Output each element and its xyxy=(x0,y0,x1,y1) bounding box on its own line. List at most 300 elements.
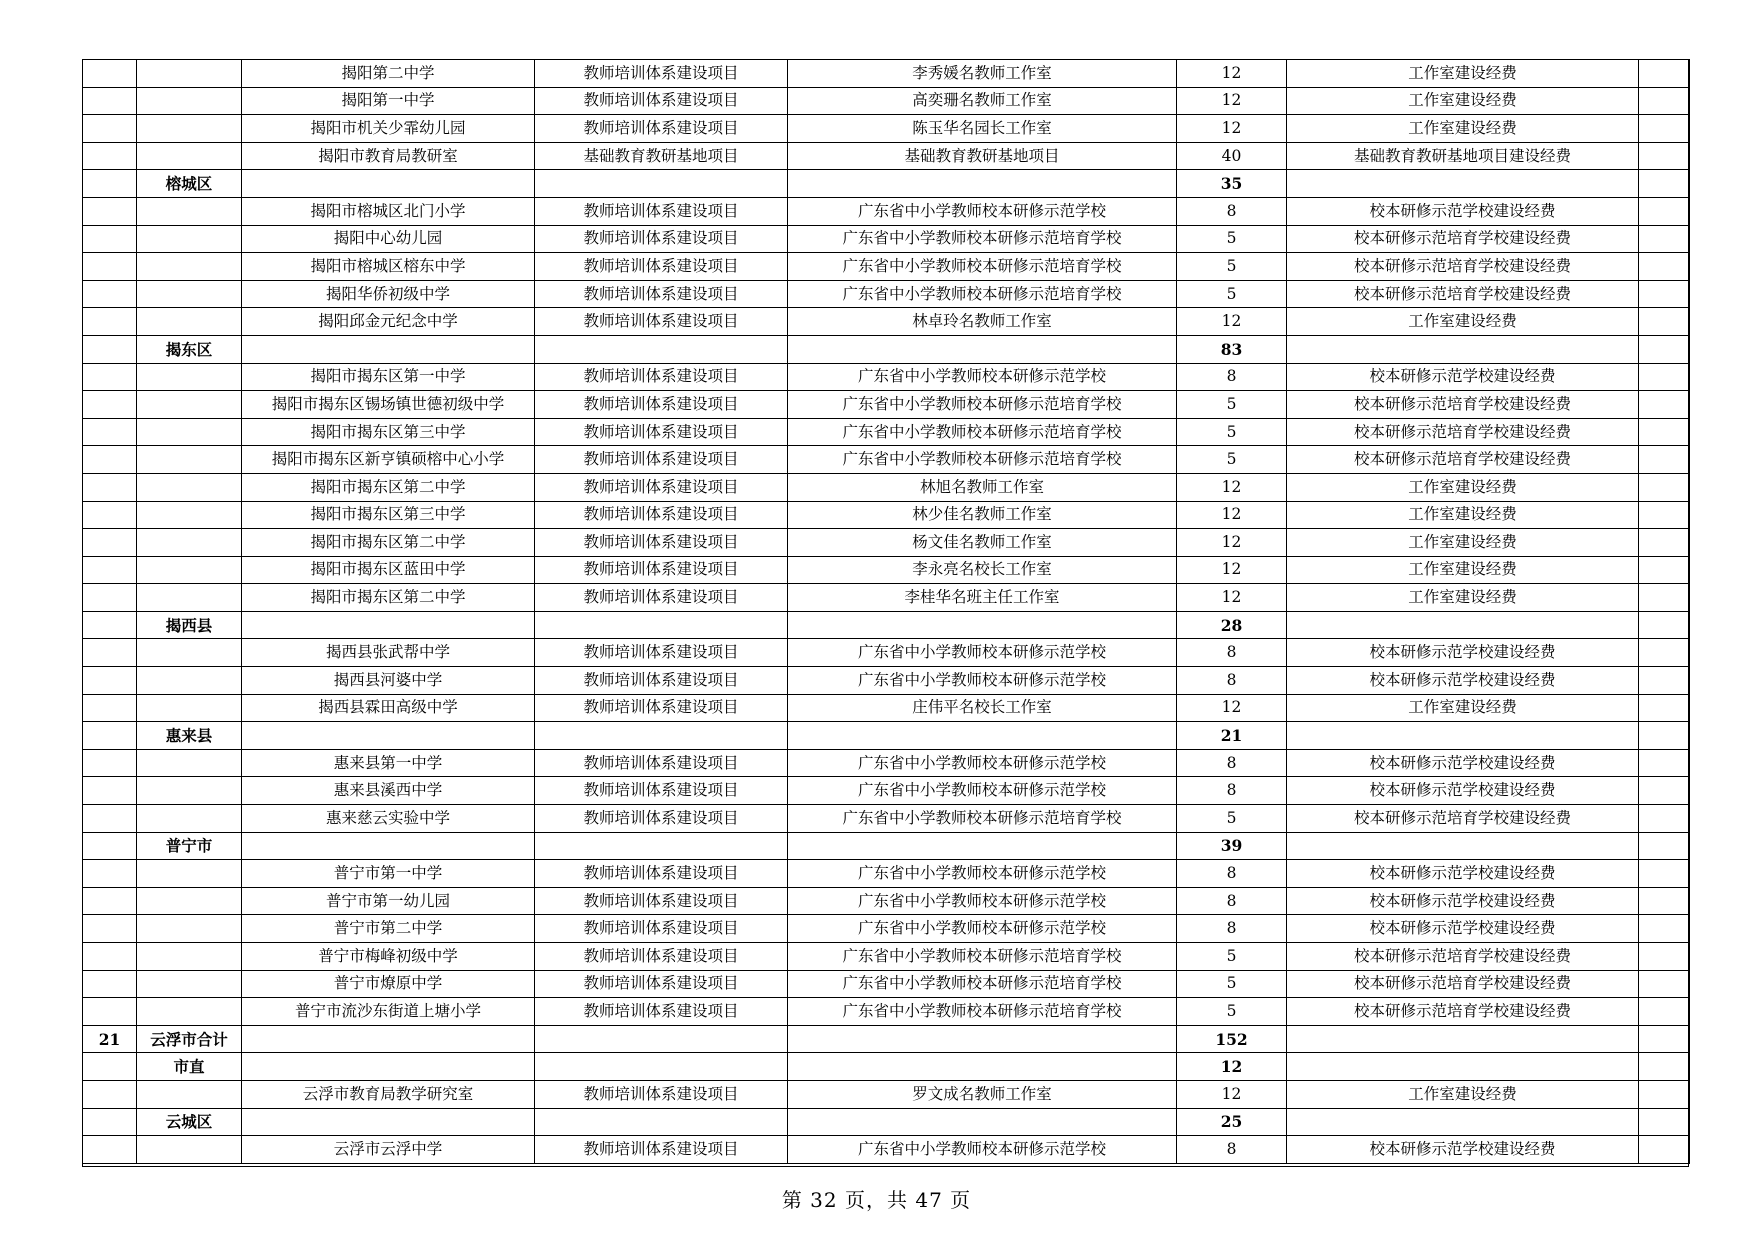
unit-name-cell: 揭西县霖田高级中学 xyxy=(242,694,535,722)
project-type-cell: 教师培训体系建设项目 xyxy=(535,915,788,943)
row-number-cell xyxy=(83,832,137,860)
fund-usage-cell: 工作室建设经费 xyxy=(1287,584,1639,612)
fund-usage-cell: 校本研修示范培育学校建设经费 xyxy=(1287,943,1639,971)
amount-cell: 5 xyxy=(1177,998,1287,1026)
remark-cell xyxy=(1639,998,1690,1026)
row-number-cell xyxy=(83,998,137,1026)
project-content-cell: 广东省中小学教师校本研修示范学校 xyxy=(788,915,1177,943)
amount-cell: 25 xyxy=(1177,1108,1287,1136)
amount-cell: 5 xyxy=(1177,391,1287,419)
project-content-cell: 李秀媛名教师工作室 xyxy=(788,60,1177,88)
amount-cell: 83 xyxy=(1177,335,1287,363)
fund-usage-cell: 校本研修示范学校建设经费 xyxy=(1287,667,1639,695)
row-number-cell xyxy=(83,1136,137,1164)
project-content-cell: 杨文佳名教师工作室 xyxy=(788,529,1177,557)
table-row xyxy=(83,777,1690,805)
project-content-cell: 林卓玲名教师工作室 xyxy=(788,308,1177,336)
region-cell xyxy=(137,418,242,446)
remark-cell xyxy=(1639,115,1690,143)
remark-cell xyxy=(1639,308,1690,336)
amount-cell: 12 xyxy=(1177,584,1287,612)
unit-name-cell: 揭阳市揭东区第二中学 xyxy=(242,584,535,612)
remark-cell xyxy=(1639,363,1690,391)
row-number-cell xyxy=(83,308,137,336)
amount-cell: 5 xyxy=(1177,253,1287,281)
project-content-cell: 广东省中小学教师校本研修示范培育学校 xyxy=(788,943,1177,971)
unit-name-cell: 云浮市教育局教学研究室 xyxy=(242,1080,535,1108)
row-number-cell xyxy=(83,225,137,253)
unit-name-cell: 揭阳市揭东区新亨镇硕榕中心小学 xyxy=(242,446,535,474)
amount-cell: 12 xyxy=(1177,87,1287,115)
page-number-footer: 第 32 页，共 47 页 xyxy=(781,1188,972,1212)
fund-usage-cell: 校本研修示范培育学校建设经费 xyxy=(1287,225,1639,253)
region-cell xyxy=(137,667,242,695)
project-type-cell: 教师培训体系建设项目 xyxy=(535,473,788,501)
table-row xyxy=(83,473,1690,501)
remark-cell xyxy=(1639,556,1690,584)
remark-cell xyxy=(1639,170,1690,198)
table-row xyxy=(83,115,1690,143)
table-row xyxy=(83,253,1690,281)
remark-cell xyxy=(1639,335,1690,363)
unit-name-cell: 普宁市第一幼儿园 xyxy=(242,887,535,915)
remark-cell xyxy=(1639,694,1690,722)
region-cell xyxy=(137,60,242,88)
unit-name-cell: 揭阳市榕城区北门小学 xyxy=(242,197,535,225)
project-content-cell xyxy=(788,611,1177,639)
row-number-cell xyxy=(83,142,137,170)
fund-usage-cell: 工作室建设经费 xyxy=(1287,87,1639,115)
table-row xyxy=(83,308,1690,336)
row-number-cell xyxy=(83,391,137,419)
table-row xyxy=(83,501,1690,529)
amount-cell: 28 xyxy=(1177,611,1287,639)
region-cell xyxy=(137,749,242,777)
project-type-cell: 教师培训体系建设项目 xyxy=(535,418,788,446)
project-type-cell: 教师培训体系建设项目 xyxy=(535,308,788,336)
amount-cell: 39 xyxy=(1177,832,1287,860)
project-type-cell: 教师培训体系建设项目 xyxy=(535,529,788,557)
project-content-cell: 罗文成名教师工作室 xyxy=(788,1080,1177,1108)
fund-usage-cell: 校本研修示范培育学校建设经费 xyxy=(1287,446,1639,474)
subtotal-row xyxy=(83,832,1690,860)
fund-usage-cell: 工作室建设经费 xyxy=(1287,60,1639,88)
remark-cell xyxy=(1639,1025,1690,1053)
fund-usage-cell xyxy=(1287,335,1639,363)
fund-usage-cell xyxy=(1287,1053,1639,1081)
row-number-cell xyxy=(83,197,137,225)
unit-name-cell: 揭阳市揭东区蓝田中学 xyxy=(242,556,535,584)
row-number-cell xyxy=(83,1080,137,1108)
fund-usage-cell: 校本研修示范学校建设经费 xyxy=(1287,197,1639,225)
amount-cell: 8 xyxy=(1177,777,1287,805)
table-row xyxy=(83,943,1690,971)
region-cell xyxy=(137,998,242,1026)
project-content-cell xyxy=(788,1108,1177,1136)
region-cell xyxy=(137,556,242,584)
fund-usage-cell: 校本研修示范学校建设经费 xyxy=(1287,639,1639,667)
remark-cell xyxy=(1639,529,1690,557)
project-content-cell: 广东省中小学教师校本研修示范学校 xyxy=(788,639,1177,667)
fund-usage-cell: 校本研修示范培育学校建设经费 xyxy=(1287,253,1639,281)
fund-usage-cell: 工作室建设经费 xyxy=(1287,1080,1639,1108)
table-row xyxy=(83,446,1690,474)
project-type-cell: 教师培训体系建设项目 xyxy=(535,197,788,225)
row-number-cell xyxy=(83,584,137,612)
project-type-cell xyxy=(535,832,788,860)
amount-cell: 8 xyxy=(1177,915,1287,943)
fund-usage-cell: 校本研修示范学校建设经费 xyxy=(1287,749,1639,777)
region-cell xyxy=(137,529,242,557)
region-cell xyxy=(137,446,242,474)
subtotal-row xyxy=(83,722,1690,750)
table-row xyxy=(83,749,1690,777)
unit-name-cell: 普宁市第二中学 xyxy=(242,915,535,943)
amount-cell: 8 xyxy=(1177,197,1287,225)
fund-usage-cell: 校本研修示范培育学校建设经费 xyxy=(1287,418,1639,446)
remark-cell xyxy=(1639,1080,1690,1108)
unit-name-cell: 揭阳市揭东区第三中学 xyxy=(242,501,535,529)
project-type-cell: 教师培训体系建设项目 xyxy=(535,1080,788,1108)
remark-cell xyxy=(1639,1053,1690,1081)
region-cell xyxy=(137,115,242,143)
unit-name-cell: 揭西县张武帮中学 xyxy=(242,639,535,667)
region-cell: 揭西县 xyxy=(137,611,242,639)
region-cell xyxy=(137,887,242,915)
amount-cell: 21 xyxy=(1177,722,1287,750)
region-cell xyxy=(137,860,242,888)
project-type-cell: 教师培训体系建设项目 xyxy=(535,584,788,612)
row-number-cell xyxy=(83,915,137,943)
table-row xyxy=(83,584,1690,612)
fund-usage-cell: 校本研修示范学校建设经费 xyxy=(1287,915,1639,943)
project-content-cell: 广东省中小学教师校本研修示范学校 xyxy=(788,749,1177,777)
row-number-cell xyxy=(83,473,137,501)
table-row xyxy=(83,887,1690,915)
project-type-cell: 教师培训体系建设项目 xyxy=(535,639,788,667)
project-type-cell: 教师培训体系建设项目 xyxy=(535,887,788,915)
project-content-cell: 陈玉华名园长工作室 xyxy=(788,115,1177,143)
row-number-cell xyxy=(83,639,137,667)
row-number-cell xyxy=(83,860,137,888)
remark-cell xyxy=(1639,584,1690,612)
remark-cell xyxy=(1639,473,1690,501)
project-content-cell: 广东省中小学教师校本研修示范培育学校 xyxy=(788,253,1177,281)
amount-cell: 12 xyxy=(1177,1080,1287,1108)
row-number-cell xyxy=(83,363,137,391)
subtotal-row xyxy=(83,170,1690,198)
remark-cell xyxy=(1639,501,1690,529)
amount-cell: 12 xyxy=(1177,1053,1287,1081)
project-type-cell xyxy=(535,1025,788,1053)
table-row xyxy=(83,142,1690,170)
fund-usage-cell: 校本研修示范学校建设经费 xyxy=(1287,777,1639,805)
project-content-cell xyxy=(788,335,1177,363)
remark-cell xyxy=(1639,667,1690,695)
project-type-cell: 教师培训体系建设项目 xyxy=(535,749,788,777)
table-row xyxy=(83,556,1690,584)
amount-cell: 8 xyxy=(1177,749,1287,777)
unit-name-cell: 普宁市第一中学 xyxy=(242,860,535,888)
row-number-cell xyxy=(83,611,137,639)
row-number-cell xyxy=(83,60,137,88)
project-content-cell: 广东省中小学教师校本研修示范培育学校 xyxy=(788,446,1177,474)
remark-cell xyxy=(1639,749,1690,777)
row-number-cell xyxy=(83,170,137,198)
project-content-cell: 林旭名教师工作室 xyxy=(788,473,1177,501)
fund-usage-cell: 工作室建设经费 xyxy=(1287,529,1639,557)
table-row xyxy=(83,860,1690,888)
subtotal-row xyxy=(83,1053,1690,1081)
unit-name-cell: 普宁市流沙东街道上塘小学 xyxy=(242,998,535,1026)
project-content-cell: 林少佳名教师工作室 xyxy=(788,501,1177,529)
amount-cell: 8 xyxy=(1177,363,1287,391)
subtotal-row xyxy=(83,1025,1690,1053)
remark-cell xyxy=(1639,722,1690,750)
unit-name-cell: 揭阳第二中学 xyxy=(242,60,535,88)
unit-name-cell xyxy=(242,1025,535,1053)
project-type-cell: 教师培训体系建设项目 xyxy=(535,777,788,805)
unit-name-cell xyxy=(242,832,535,860)
amount-cell: 5 xyxy=(1177,418,1287,446)
table-row xyxy=(83,225,1690,253)
unit-name-cell: 揭阳华侨初级中学 xyxy=(242,280,535,308)
subtotal-row xyxy=(83,1108,1690,1136)
region-cell xyxy=(137,391,242,419)
table-row xyxy=(83,1080,1690,1108)
region-cell: 市直 xyxy=(137,1053,242,1081)
project-type-cell: 基础教育教研基地项目 xyxy=(535,142,788,170)
table-row xyxy=(83,529,1690,557)
unit-name-cell: 揭阳中心幼儿园 xyxy=(242,225,535,253)
project-content-cell: 广东省中小学教师校本研修示范学校 xyxy=(788,1136,1177,1164)
unit-name-cell xyxy=(242,722,535,750)
region-cell xyxy=(137,1080,242,1108)
fund-usage-cell xyxy=(1287,611,1639,639)
row-number-cell xyxy=(83,805,137,833)
unit-name-cell: 惠来慈云实验中学 xyxy=(242,805,535,833)
unit-name-cell: 云浮市云浮中学 xyxy=(242,1136,535,1164)
fund-usage-cell: 校本研修示范培育学校建设经费 xyxy=(1287,805,1639,833)
unit-name-cell: 惠来县溪西中学 xyxy=(242,777,535,805)
table-row xyxy=(83,363,1690,391)
fund-usage-cell xyxy=(1287,1108,1639,1136)
row-number-cell xyxy=(83,446,137,474)
remark-cell xyxy=(1639,611,1690,639)
project-type-cell: 教师培训体系建设项目 xyxy=(535,970,788,998)
project-type-cell xyxy=(535,611,788,639)
table-row xyxy=(83,280,1690,308)
fund-usage-cell: 工作室建设经费 xyxy=(1287,473,1639,501)
remark-cell xyxy=(1639,225,1690,253)
subtotal-row xyxy=(83,335,1690,363)
region-cell: 普宁市 xyxy=(137,832,242,860)
table-body xyxy=(83,60,1690,1164)
unit-name-cell: 揭阳市揭东区第一中学 xyxy=(242,363,535,391)
remark-cell xyxy=(1639,87,1690,115)
remark-cell xyxy=(1639,777,1690,805)
remark-cell xyxy=(1639,639,1690,667)
amount-cell: 8 xyxy=(1177,860,1287,888)
remark-cell xyxy=(1639,280,1690,308)
project-content-cell xyxy=(788,832,1177,860)
unit-name-cell: 揭阳邱金元纪念中学 xyxy=(242,308,535,336)
region-cell xyxy=(137,584,242,612)
project-type-cell: 教师培训体系建设项目 xyxy=(535,115,788,143)
region-cell: 惠来县 xyxy=(137,722,242,750)
project-content-cell xyxy=(788,170,1177,198)
remark-cell xyxy=(1639,943,1690,971)
region-cell xyxy=(137,308,242,336)
row-number-cell xyxy=(83,335,137,363)
amount-cell: 12 xyxy=(1177,529,1287,557)
project-content-cell: 广东省中小学教师校本研修示范学校 xyxy=(788,363,1177,391)
project-type-cell: 教师培训体系建设项目 xyxy=(535,225,788,253)
row-number-cell xyxy=(83,418,137,446)
row-number-cell xyxy=(83,1053,137,1081)
project-content-cell: 广东省中小学教师校本研修示范培育学校 xyxy=(788,998,1177,1026)
project-type-cell: 教师培训体系建设项目 xyxy=(535,391,788,419)
amount-cell: 12 xyxy=(1177,694,1287,722)
fund-usage-cell: 校本研修示范培育学校建设经费 xyxy=(1287,280,1639,308)
amount-cell: 152 xyxy=(1177,1025,1287,1053)
table-row xyxy=(83,197,1690,225)
unit-name-cell: 揭阳市揭东区第二中学 xyxy=(242,529,535,557)
table-row xyxy=(83,970,1690,998)
unit-name-cell xyxy=(242,1053,535,1081)
row-number-cell xyxy=(83,529,137,557)
region-cell xyxy=(137,253,242,281)
row-number-cell xyxy=(83,1108,137,1136)
region-cell xyxy=(137,639,242,667)
row-number-cell xyxy=(83,556,137,584)
region-cell xyxy=(137,142,242,170)
unit-name-cell xyxy=(242,335,535,363)
remark-cell xyxy=(1639,142,1690,170)
amount-cell: 5 xyxy=(1177,970,1287,998)
row-number-cell xyxy=(83,970,137,998)
fund-usage-cell xyxy=(1287,170,1639,198)
project-type-cell xyxy=(535,1108,788,1136)
region-cell xyxy=(137,280,242,308)
project-type-cell: 教师培训体系建设项目 xyxy=(535,694,788,722)
project-type-cell: 教师培训体系建设项目 xyxy=(535,280,788,308)
remark-cell xyxy=(1639,915,1690,943)
fund-usage-cell: 工作室建设经费 xyxy=(1287,308,1639,336)
table-row xyxy=(83,998,1690,1026)
region-cell xyxy=(137,197,242,225)
unit-name-cell: 揭阳市机关少霏幼儿园 xyxy=(242,115,535,143)
project-content-cell: 广东省中小学教师校本研修示范学校 xyxy=(788,777,1177,805)
row-number-cell xyxy=(83,943,137,971)
fund-usage-cell: 校本研修示范培育学校建设经费 xyxy=(1287,391,1639,419)
project-type-cell: 教师培训体系建设项目 xyxy=(535,943,788,971)
unit-name-cell: 揭阳第一中学 xyxy=(242,87,535,115)
amount-cell: 5 xyxy=(1177,446,1287,474)
allocation-table xyxy=(82,59,1690,1164)
unit-name-cell: 揭阳市教育局教研室 xyxy=(242,142,535,170)
remark-cell xyxy=(1639,197,1690,225)
project-content-cell: 广东省中小学教师校本研修示范培育学校 xyxy=(788,418,1177,446)
region-cell: 揭东区 xyxy=(137,335,242,363)
row-number-cell xyxy=(83,280,137,308)
remark-cell xyxy=(1639,253,1690,281)
project-type-cell: 教师培训体系建设项目 xyxy=(535,446,788,474)
region-cell: 云城区 xyxy=(137,1108,242,1136)
region-cell xyxy=(137,970,242,998)
project-content-cell xyxy=(788,1053,1177,1081)
region-cell xyxy=(137,694,242,722)
fund-usage-cell: 校本研修示范学校建设经费 xyxy=(1287,887,1639,915)
unit-name-cell: 揭阳市揭东区锡场镇世德初级中学 xyxy=(242,391,535,419)
row-number-cell xyxy=(83,253,137,281)
project-content-cell: 李桂华名班主任工作室 xyxy=(788,584,1177,612)
fund-usage-cell: 工作室建设经费 xyxy=(1287,694,1639,722)
project-type-cell xyxy=(535,335,788,363)
amount-cell: 12 xyxy=(1177,60,1287,88)
project-content-cell: 广东省中小学教师校本研修示范培育学校 xyxy=(788,805,1177,833)
project-content-cell: 广东省中小学教师校本研修示范培育学校 xyxy=(788,391,1177,419)
region-cell xyxy=(137,805,242,833)
fund-usage-cell: 工作室建设经费 xyxy=(1287,115,1639,143)
fund-usage-cell: 工作室建设经费 xyxy=(1287,501,1639,529)
remark-cell xyxy=(1639,1136,1690,1164)
remark-cell xyxy=(1639,418,1690,446)
table-row xyxy=(83,915,1690,943)
amount-cell: 12 xyxy=(1177,473,1287,501)
project-content-cell: 李永亮名校长工作室 xyxy=(788,556,1177,584)
remark-cell xyxy=(1639,446,1690,474)
amount-cell: 12 xyxy=(1177,556,1287,584)
remark-cell xyxy=(1639,391,1690,419)
table-row xyxy=(83,87,1690,115)
project-content-cell: 广东省中小学教师校本研修示范学校 xyxy=(788,860,1177,888)
amount-cell: 5 xyxy=(1177,943,1287,971)
project-type-cell: 教师培训体系建设项目 xyxy=(535,501,788,529)
region-cell xyxy=(137,363,242,391)
unit-name-cell: 普宁市梅峰初级中学 xyxy=(242,943,535,971)
row-number-cell xyxy=(83,501,137,529)
unit-name-cell xyxy=(242,1108,535,1136)
region-cell: 榕城区 xyxy=(137,170,242,198)
region-cell xyxy=(137,915,242,943)
row-number-cell xyxy=(83,694,137,722)
remark-cell xyxy=(1639,860,1690,888)
region-cell xyxy=(137,1136,242,1164)
table-row xyxy=(83,694,1690,722)
row-number-cell xyxy=(83,777,137,805)
project-content-cell: 广东省中小学教师校本研修示范培育学校 xyxy=(788,280,1177,308)
amount-cell: 8 xyxy=(1177,887,1287,915)
amount-cell: 5 xyxy=(1177,280,1287,308)
table-row xyxy=(83,805,1690,833)
unit-name-cell xyxy=(242,611,535,639)
fund-usage-cell xyxy=(1287,832,1639,860)
row-number-cell xyxy=(83,87,137,115)
remark-cell xyxy=(1639,1108,1690,1136)
amount-cell: 12 xyxy=(1177,308,1287,336)
table-row xyxy=(83,639,1690,667)
fund-usage-cell: 工作室建设经费 xyxy=(1287,556,1639,584)
amount-cell: 12 xyxy=(1177,115,1287,143)
table-row xyxy=(83,391,1690,419)
fund-usage-cell xyxy=(1287,1025,1639,1053)
table-row xyxy=(83,418,1690,446)
project-type-cell xyxy=(535,170,788,198)
region-cell xyxy=(137,473,242,501)
row-number-cell xyxy=(83,887,137,915)
row-number-cell xyxy=(83,667,137,695)
